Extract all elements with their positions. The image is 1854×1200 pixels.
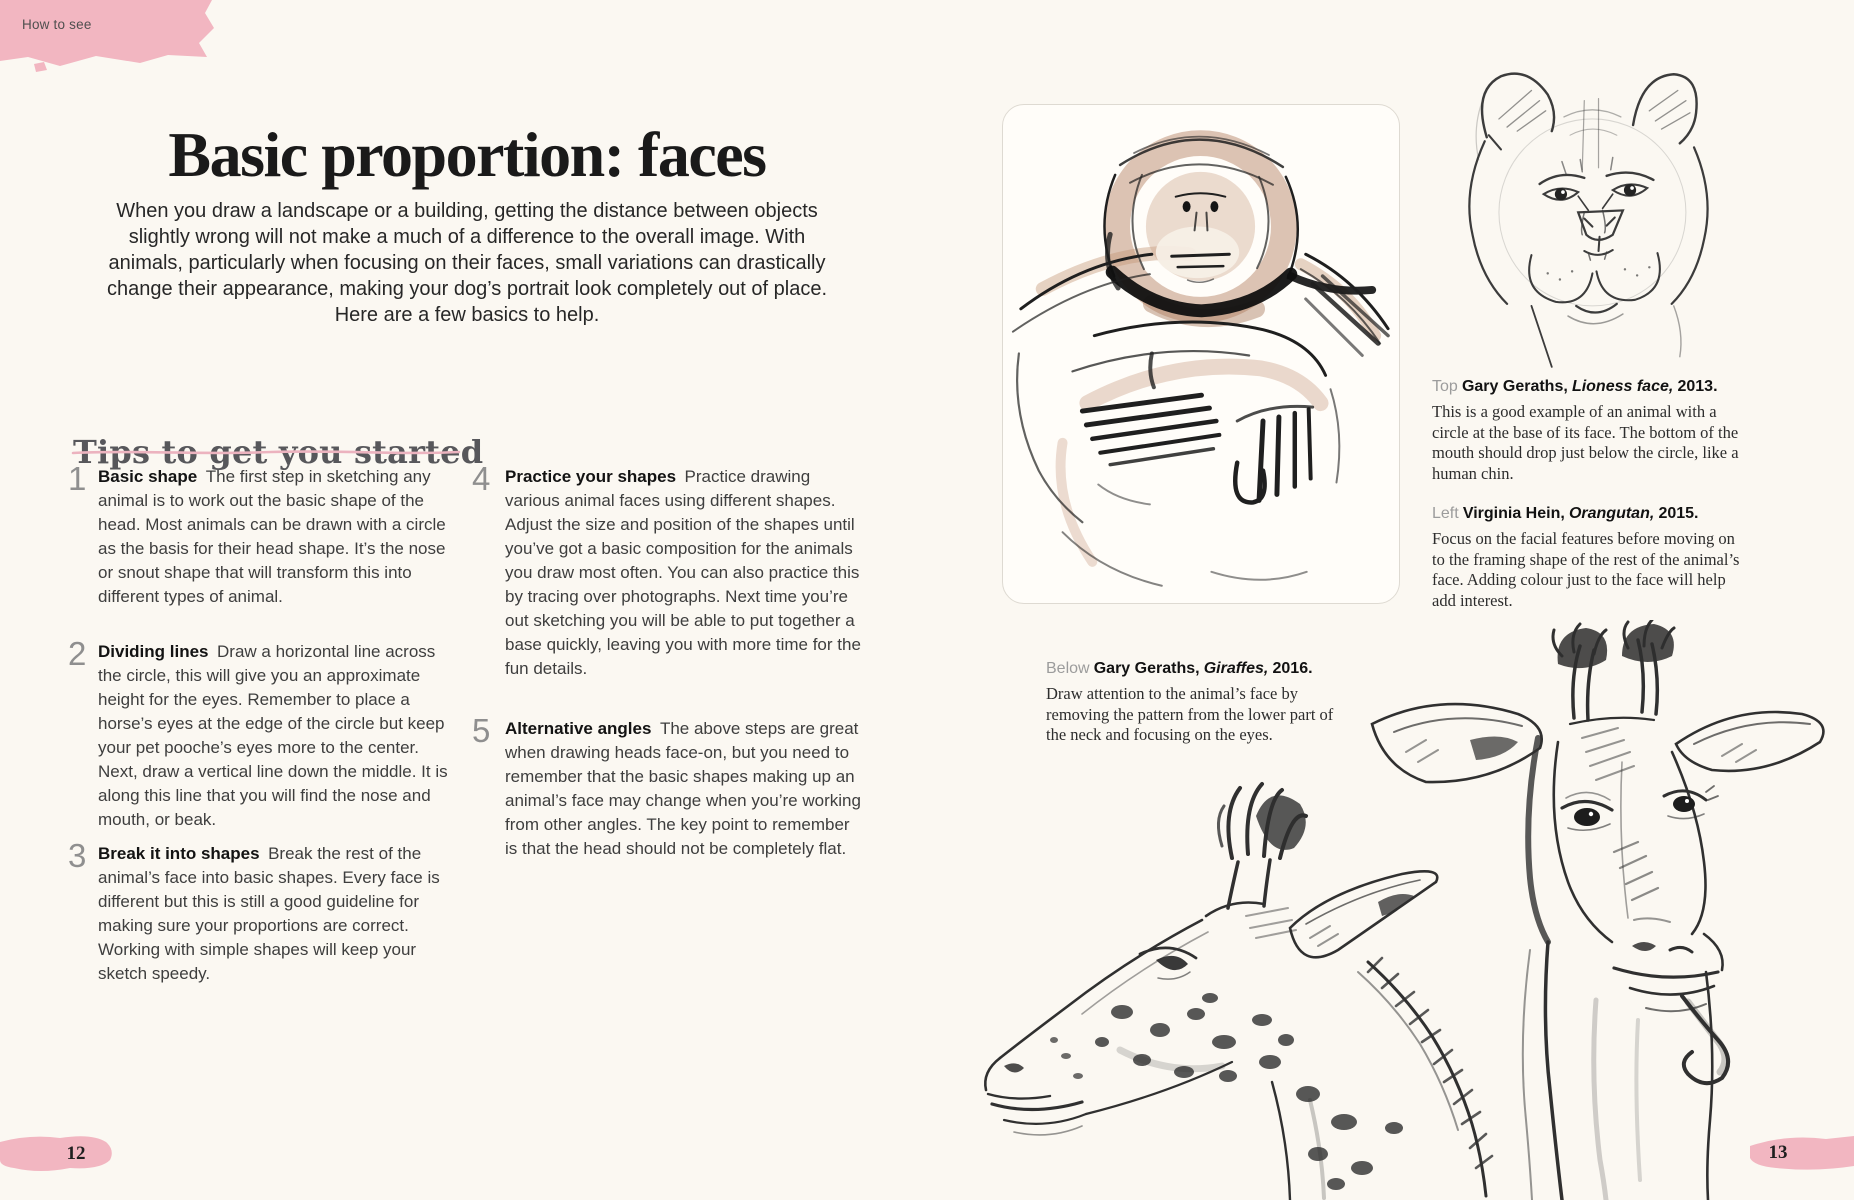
page-title: Basic proportion: faces [168, 118, 766, 190]
pink-torn-corner [0, 0, 232, 74]
pink-underline [71, 449, 461, 457]
caption-artist: Gary Geraths, [1093, 660, 1200, 677]
caption-artist: Gary Geraths, [1461, 378, 1568, 395]
page-number-right: 13 [1768, 1142, 1788, 1163]
step-lead: Basic shape [98, 467, 198, 486]
step-number: 4 [472, 460, 491, 497]
step-lead: Practice your shapes [505, 467, 677, 486]
step-lead: Alternative angles [505, 719, 652, 738]
step-number: 5 [472, 712, 491, 749]
tips-heading: Tips to get you started [73, 432, 484, 471]
step-body: Practice drawing various animal faces using different shapes. Adjust the size and position of the shapes until you’ve got a basic composition for the animals you draw most often. You can also practice this by tracing over photographs. Next time you’re out sketching you will be able to put together a base quickly, leaving you with more time for the fun details. [505, 467, 861, 678]
step-text [98, 640, 456, 832]
caption-year: 2016. [1272, 660, 1313, 677]
caption-heading [1432, 503, 1744, 524]
step-text [505, 465, 865, 681]
step-text [98, 842, 456, 986]
step-body: The first step in sketching any animal is to work out the basic shape of the head. Most animals can be drawn with a circle as the basis for their head shape. It’s the nose or snout shape that will transform this into different types of animal. [98, 467, 446, 606]
caption-artwork-title: Giraffes, [1203, 660, 1269, 677]
caption-position-label: Left [1432, 505, 1459, 522]
step-lead: Dividing lines [98, 642, 209, 661]
caption-artwork-title: Lioness face, [1571, 378, 1674, 395]
step-number: 2 [68, 635, 87, 672]
orangutan-sketch [1003, 105, 1398, 602]
step-text [505, 717, 865, 861]
caption-position-label: Below [1046, 660, 1090, 677]
caption-lioness [1432, 376, 1744, 484]
page-number-left: 12 [66, 1143, 86, 1164]
caption-year: 2015. [1658, 505, 1699, 522]
caption-artist: Virginia Hein, [1462, 505, 1565, 522]
step-number: 3 [68, 837, 87, 874]
caption-body: This is a good example of an animal with a circle at the base of its face. The bottom of the mouth should drop just below the circle, like a human chin. [1432, 402, 1739, 483]
orangutan-card [1002, 104, 1400, 604]
section-tab-label: How to see [22, 17, 92, 32]
lioness-sketch [1442, 60, 1752, 375]
caption-position-label: Top [1432, 378, 1458, 395]
caption-artwork-title: Orangutan, [1568, 505, 1655, 522]
caption-giraffes [1046, 658, 1346, 746]
step-number: 1 [68, 460, 87, 497]
intro-paragraph: When you draw a landscape or a building, getting the distance between objects slightly wrong will not make a much of a difference to the overall image. With animals, particularly when focusing on their faces, small variations can drastically change their appearance, making your dog’s portrait look completely out of place. Here are a few basics to help. [106, 200, 828, 326]
caption-body: Draw attention to the animal’s face by removing the pattern from the lower part of the neck and focusing on the eyes. [1046, 684, 1334, 744]
step-body: Draw a horizontal line across the circle, this will give you an approximate height for the eyes. Remember to place a horse’s eyes at the edge of the circle but keep your pet pooche’s eyes more to the center. Next, draw a vertical line down the middle. It is along this line that you will find the nose and mouth, or beak. [98, 642, 448, 829]
caption-heading [1432, 376, 1744, 397]
step-body: The above steps are great when drawing heads face-on, but you need to remember that the basic shapes making up an animal’s face may change when you’re working from other angles. The key point to remember is that the head should not be completely flat. [505, 719, 861, 858]
caption-orangutan [1432, 503, 1744, 611]
caption-body: Focus on the facial features before moving on to the framing shape of the rest of the animal’s face. Adding colour just to the face will help add interest. [1432, 529, 1740, 610]
caption-heading [1046, 658, 1346, 679]
step-text [98, 465, 456, 609]
step-body: Break the rest of the animal’s face into basic shapes. Every face is different but this is still a good guideline for making sure your proportions are correct. Working with simple shapes will keep your sketch speedy. [98, 844, 440, 983]
caption-year: 2013. [1677, 378, 1718, 395]
step-lead: Break it into shapes [98, 844, 260, 863]
